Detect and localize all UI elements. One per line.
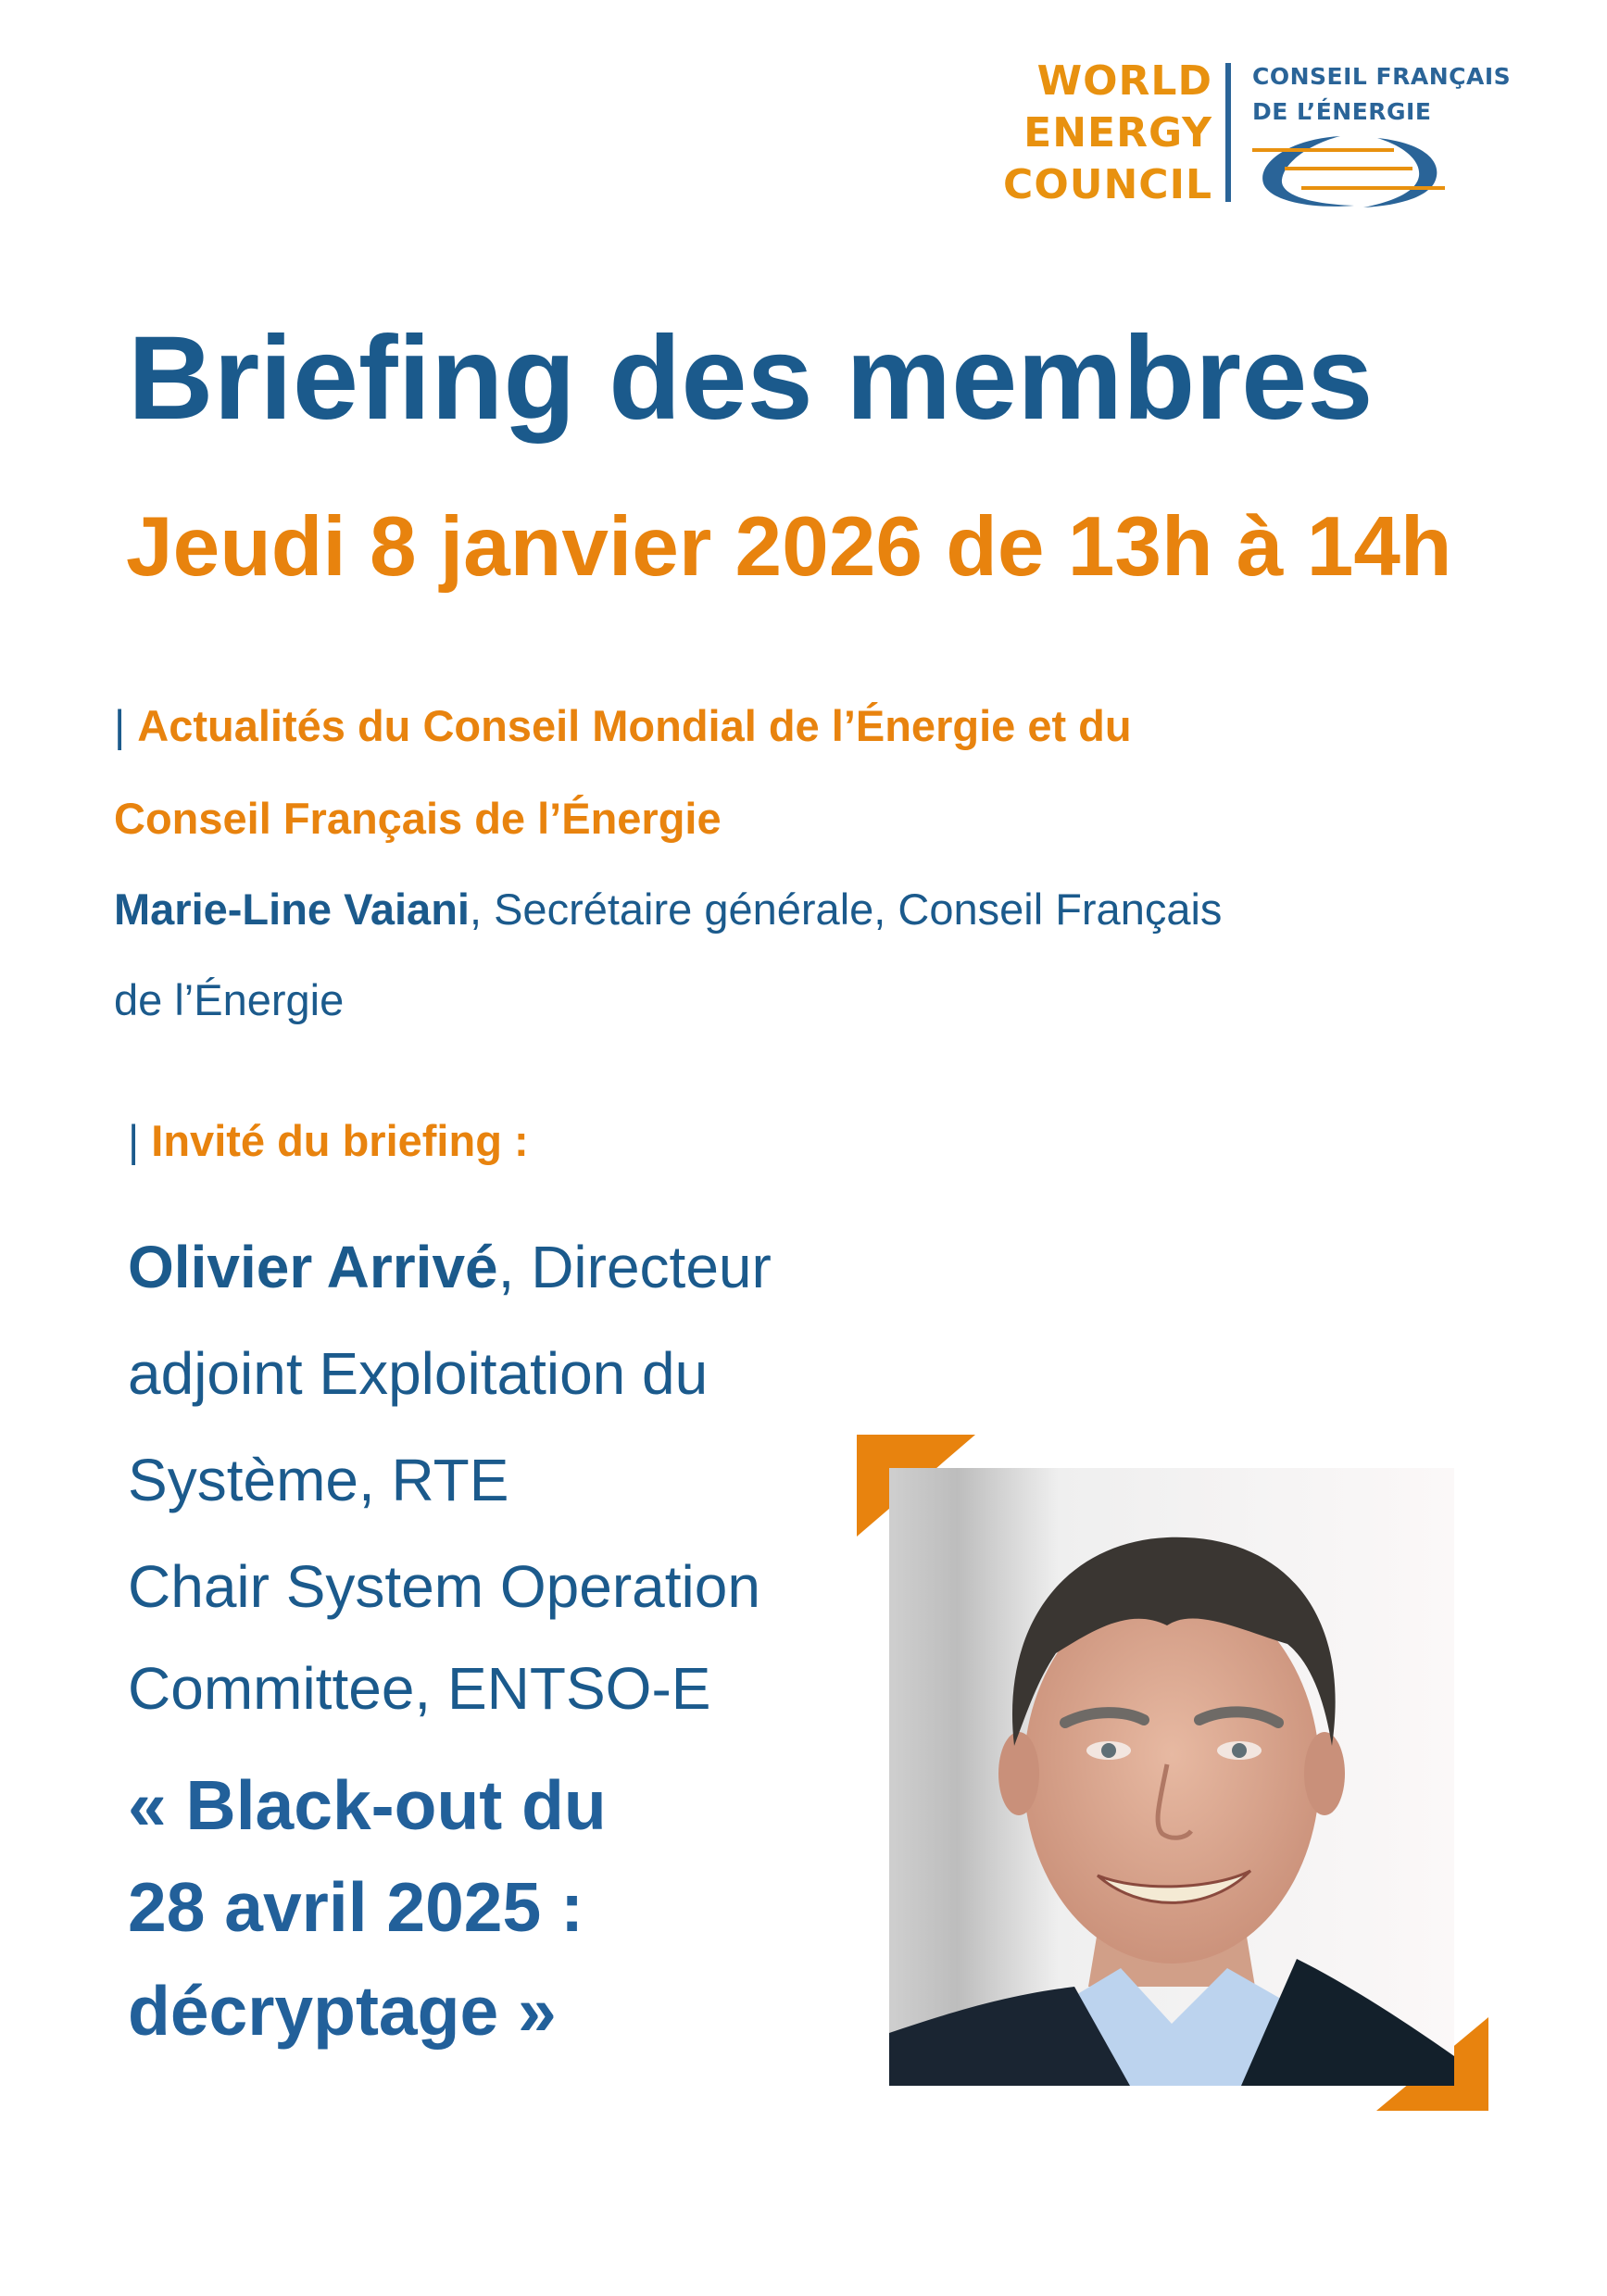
talk-title-line: 28 avril 2025 : bbox=[128, 1868, 584, 1946]
speaker-photo bbox=[889, 1468, 1454, 2086]
news-heading-line2: Conseil Français de l’Énergie bbox=[114, 794, 722, 843]
cfe-emblem-icon bbox=[1252, 135, 1456, 209]
news-heading-line1 bbox=[114, 700, 1132, 752]
guest-speaker-name: Olivier Arrivé bbox=[128, 1234, 498, 1300]
logo-cfe-line: CONSEIL FRANÇAIS bbox=[1252, 63, 1512, 90]
section-pipe: | bbox=[128, 1116, 140, 1165]
guest-speaker-line1 bbox=[128, 1233, 772, 1301]
event-date: Jeudi 8 janvier 2026 de 13h à 14h bbox=[126, 500, 1452, 594]
logo-wec-line: ENERGY bbox=[1023, 109, 1212, 157]
guest-role-line: Chair System Operation bbox=[128, 1553, 760, 1620]
page-title: Briefing des membres bbox=[128, 312, 1374, 445]
news-speaker-name: Marie-Line Vaiani bbox=[114, 885, 470, 934]
news-speaker-role: , Secrétaire générale, Conseil Français bbox=[469, 885, 1223, 934]
section-pipe: | bbox=[114, 701, 126, 750]
guest-role-line: Système, RTE bbox=[128, 1447, 509, 1513]
logo-wec-line: COUNCIL bbox=[1003, 161, 1212, 208]
news-heading-text: Actualités du Conseil Mondial de l’Énergie et du bbox=[137, 701, 1132, 750]
talk-title-line: décryptage » bbox=[128, 1972, 557, 2050]
guest-heading-text: Invité du briefing : bbox=[151, 1116, 529, 1165]
logo-cfe-wordmark bbox=[1252, 56, 1558, 213]
guest-role-line: adjoint Exploitation du bbox=[128, 1340, 709, 1407]
logo-cfe-line: DE L’ÉNERGIE bbox=[1252, 98, 1432, 125]
logo-world-energy-council-cfe bbox=[1000, 56, 1556, 213]
news-speaker-line2: de l’Énergie bbox=[114, 975, 345, 1024]
portrait-image bbox=[889, 1468, 1454, 2086]
guest-heading bbox=[128, 1115, 529, 1167]
logo-wec-wordmark bbox=[1000, 56, 1212, 213]
guest-role-line: Committee, ENTSO-E bbox=[128, 1655, 711, 1722]
talk-title-line: « Black-out du bbox=[128, 1766, 607, 1844]
guest-speaker-role: , Directeur bbox=[497, 1234, 772, 1300]
logo-wec-line: WORLD bbox=[1036, 57, 1212, 105]
logo-divider bbox=[1225, 63, 1231, 202]
news-speaker-line1 bbox=[114, 884, 1222, 935]
